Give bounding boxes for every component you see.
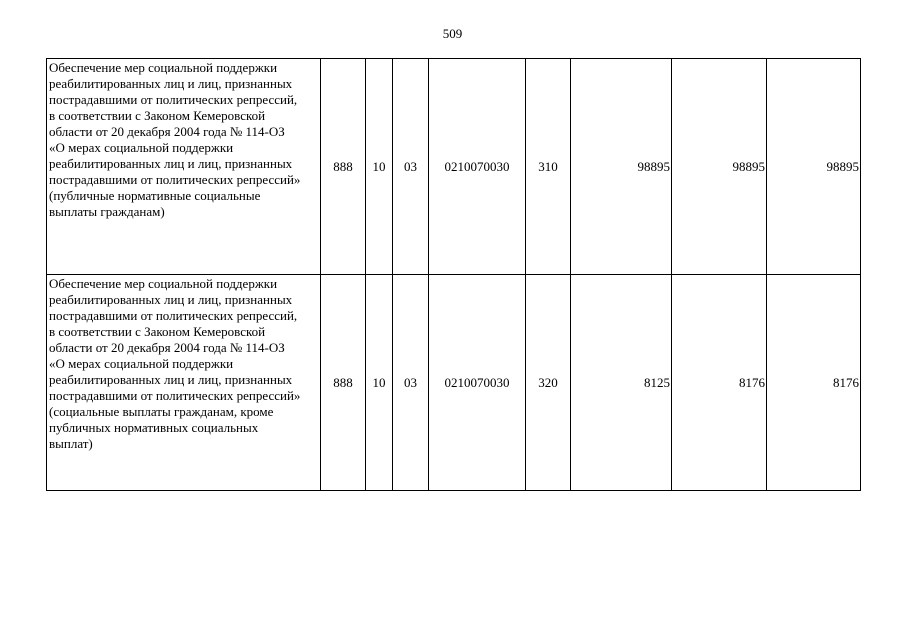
table-row (47, 59, 861, 275)
amount-year-3: 8176 (767, 275, 861, 491)
section-code: 10 (366, 59, 393, 275)
page-number: 509 (442, 26, 463, 41)
expense-type-code: 310 (526, 59, 571, 275)
ministry-code: 888 (321, 59, 366, 275)
section-code: 10 (366, 275, 393, 491)
row-description: Обеспечение мер социальной поддержки реабилитированных лиц и лиц, признанных пострадавшими от политических репрессий, в соответствии с Законом Кемеровской области от 20 декабря 2004 года № 114-ОЗ «О мерах социальной поддержки реабилитированных лиц и лиц, признанных пострадавшими от политических репрессий» (социальные выплаты гражданам, кроме публичных нормативных социальных выплат) (47, 275, 321, 491)
amount-year-1: 8125 (571, 275, 672, 491)
ministry-code: 888 (321, 275, 366, 491)
expense-type-code: 320 (526, 275, 571, 491)
amount-year-3: 98895 (767, 59, 861, 275)
target-article-code: 0210070030 (429, 59, 526, 275)
amount-year-2: 98895 (672, 59, 767, 275)
amount-year-1: 98895 (571, 59, 672, 275)
table-row (47, 275, 861, 491)
amount-year-2: 8176 (672, 275, 767, 491)
subsection-code: 03 (393, 59, 429, 275)
subsection-code: 03 (393, 275, 429, 491)
row-description: Обеспечение мер социальной поддержки реабилитированных лиц и лиц, признанных пострадавшими от политических репрессий, в соответствии с Законом Кемеровской области от 20 декабря 2004 года № 114-ОЗ «О мерах социальной поддержки реабилитированных лиц и лиц, признанных пострадавшими от политических репрессий» (публичные нормативные социальные выплаты гражданам) (47, 59, 321, 275)
budget-table (46, 58, 861, 491)
target-article-code: 0210070030 (429, 275, 526, 491)
